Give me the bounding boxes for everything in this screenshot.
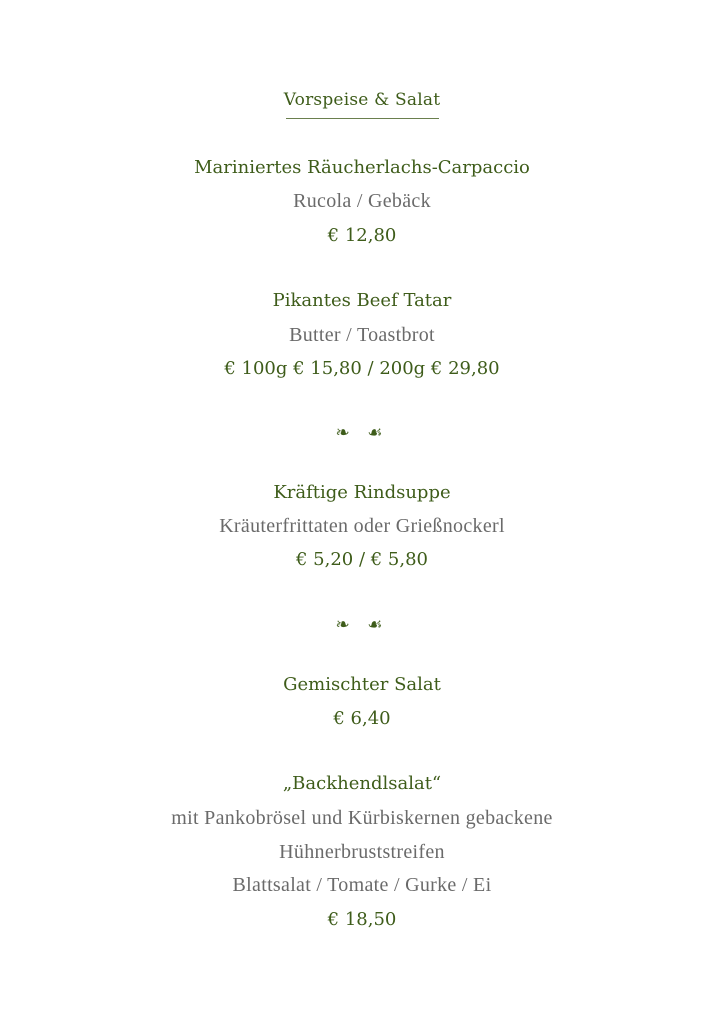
dish-price-rindsuppe: € 5,20 / € 5,80 [295,549,428,570]
dish-desc-rindsuppe: Kräuterfrittaten oder Grießnockerl [219,515,505,537]
dish-name-beef-tatar: Pikantes Beef Tatar [272,290,452,311]
title-underline [286,118,439,119]
dish-name-rindsuppe: Kräftige Rindsuppe [273,482,451,503]
dish-price-beef-tatar: € 100g € 15,80 / 200g € 29,80 [224,358,500,379]
dish-price-gemischter-salat: € 6,40 [333,708,391,729]
dish-name-carpaccio: Mariniertes Räucherlachs-Carpaccio [194,157,530,178]
dish-desc-carpaccio: Rucola / Gebäck [293,190,431,212]
dish-name-backhendlsalat: „Backhendlsalat“ [282,773,442,794]
dish-name-gemischter-salat: Gemischter Salat [283,674,441,695]
dish-price-carpaccio: € 12,80 [327,225,397,246]
ornament-divider-1: ❧ ☙ [335,423,389,443]
section-title: Vorspeise & Salat [283,90,441,110]
dish-price-backhendlsalat: € 18,50 [327,909,397,930]
dish-desc-backhendlsalat-line2: Hühnerbruststreifen [279,841,445,863]
dish-desc-backhendlsalat-line1: mit Pankobrösel und Kürbiskernen gebackene [171,807,553,829]
dish-desc-beef-tatar: Butter / Toastbrot [289,324,435,346]
ornament-divider-2: ❧ ☙ [335,615,389,635]
dish-desc-backhendlsalat-line3: Blattsalat / Tomate / Gurke / Ei [232,874,492,896]
